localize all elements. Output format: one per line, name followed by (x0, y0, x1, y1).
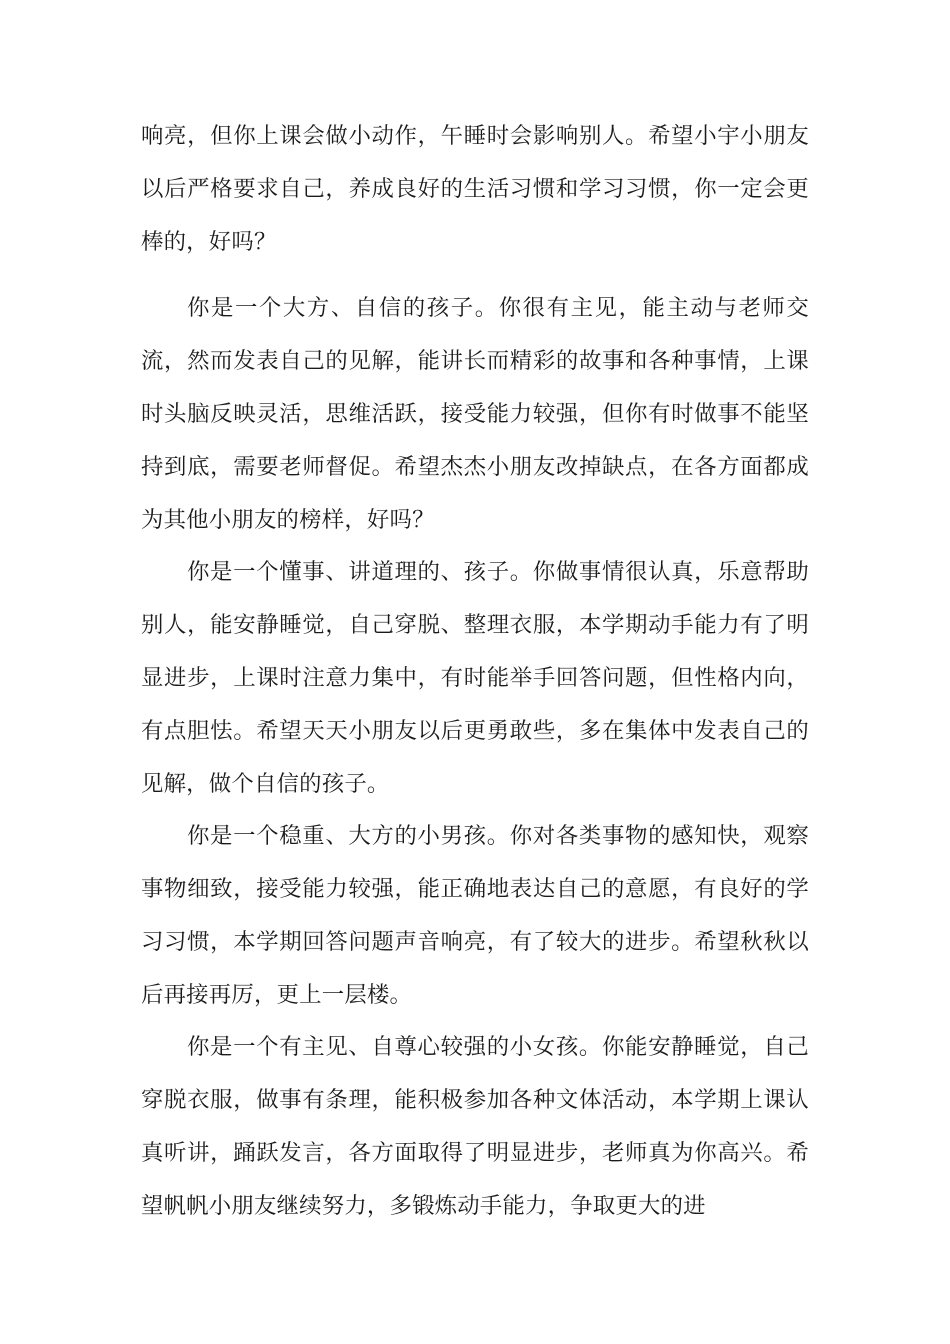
comment-paragraph-continued: 响亮，但你上课会做小动作，午睡时会影响别人。希望小宇小朋友以后严格要求自己，养成良好的生活习惯和学习习惯，你一定会更棒的，好吗？ (141, 123, 809, 255)
comment-paragraph: 你是一个懂事、讲道理的、孩子。你做事情很认真，乐意帮助别人，能安静睡觉，自己穿脱、整理衣服，本学期动手能力有了明显进步，上课时注意力集中，有时能举手回答问题，但性格内向，有点胆怯。希望天天小朋友以后更勇敢些，多在集体中发表自己的见解，做个自信的孩子。 (141, 559, 809, 797)
comment-paragraph: 你是一个大方、自信的孩子。你很有主见，能主动与老师交流，然而发表自己的见解，能讲长而精彩的故事和各种事情，上课时头脑反映灵活，思维活跃，接受能力较强，但你有时做事不能坚持到底，需要老师督促。希望杰杰小朋友改掉缺点，在各方面都成为其他小朋友的榜样，好吗？ (141, 295, 809, 533)
comment-paragraph: 你是一个稳重、大方的小男孩。你对各类事物的感知快，观察事物细致，接受能力较强，能正确地表达自己的意愿，有良好的学习习惯，本学期回答问题声音响亮，有了较大的进步。希望秋秋以后再接再厉，更上一层楼。 (141, 823, 809, 1008)
comment-paragraph: 你是一个有主见、自尊心较强的小女孩。你能安静睡觉，自己穿脱衣服，做事有条理，能积极参加各种文体活动，本学期上课认真听讲，踊跃发言，各方面取得了明显进步，老师真为你高兴。希望帆帆小朋友继续努力，多锻炼动手能力，争取更大的进 (141, 1034, 809, 1219)
